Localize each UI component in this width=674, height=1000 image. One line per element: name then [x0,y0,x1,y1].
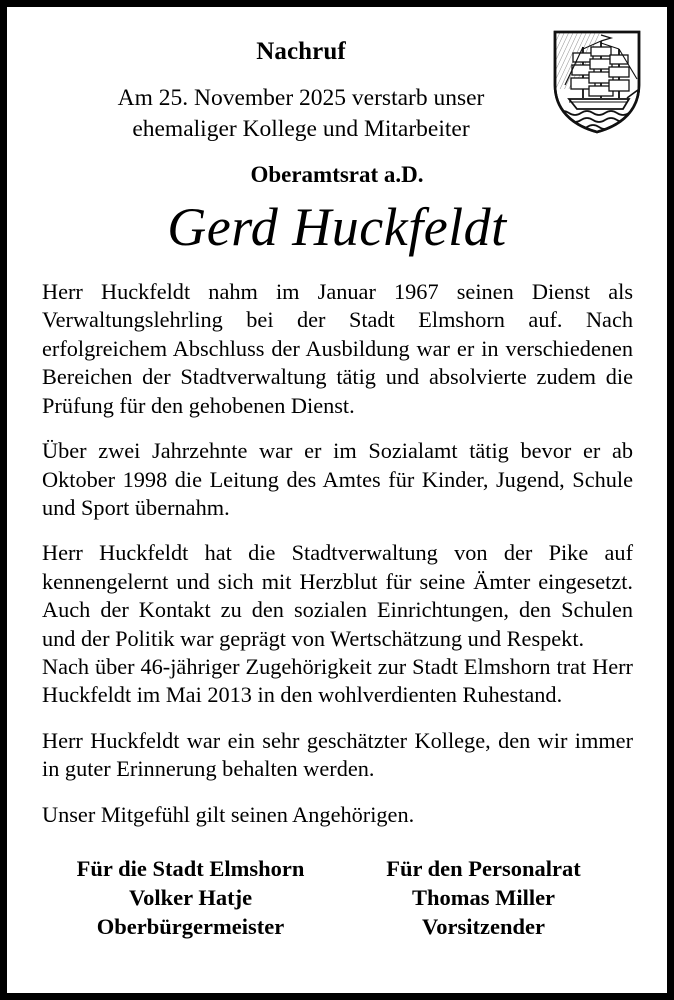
notice-intro [38,83,636,146]
elmshorn-coat-of-arms-icon [549,27,645,137]
signature-column-city [44,855,337,941]
signature-block [38,855,636,941]
body-paragraph: Nach über 46-jähriger Zugehörigkeit zur Stadt Elmshorn trat Herr Huckfeldt im Mai 2013 in den wohlverdienten Ruhestand. [42,654,633,708]
body-paragraph: Unser Mitgefühl gilt seinen Angehörigen. [42,801,415,827]
body-paragraph: Herr Huckfeldt nahm im Januar 1967 seinen Dienst als Verwaltungslehrling bei der Stadt Elmshorn auf. Nach erfolgreichem Abschluss der Ausbildung war er in verschiedenen Bereichen der Stadtverwaltung tätig und absolvierte zudem die Prüfung für den gehobenen Dienst. [42,278,633,418]
notice-kicker: Nachruf [256,38,346,65]
signature-person: Thomas Miller [411,884,556,910]
notice-intro-line-2: ehemaliger Kollege und Mitarbeiter [132,115,470,142]
signature-role: Oberbürgermeister [96,913,285,939]
notice-intro-line-1: Am 25. November 2025 verstarb unser [117,84,485,111]
deceased-name: Gerd Huckfeldt [167,197,507,258]
signature-role: Vorsitzender [422,913,545,939]
notice-content-area [7,7,667,993]
body-paragraph: Herr Huckfeldt hat die Stadtverwaltung von der Pike auf kennengelernt und sich mit Herzblut für seine Ämter eingesetzt. Auch der Kontakt zu den sozialen Einrichtungen, den Schulen und der Politik war geprägt von Wertschätzung und Respekt. [42,540,633,651]
signature-person: Volker Hatje [128,884,253,910]
body-paragraph: Herr Huckfeldt war ein sehr geschätzter Kollege, den wir immer in guter Erinnerung behalten werden. [42,727,633,782]
signature-org: Für die Stadt Elmshorn [76,856,305,882]
signature-column-staff-council [337,855,630,941]
deceased-rank: Oberamtsrat a.D. [250,162,424,187]
signature-org: Für den Personalrat [386,856,581,882]
notice-body [38,278,636,829]
body-paragraph: Über zwei Jahrzehnte war er im Sozialamt tätig bevor er ab Oktober 1998 die Leitung des Amtes für Kinder, Jugend, Schule und Sport übernahm. [42,438,633,520]
